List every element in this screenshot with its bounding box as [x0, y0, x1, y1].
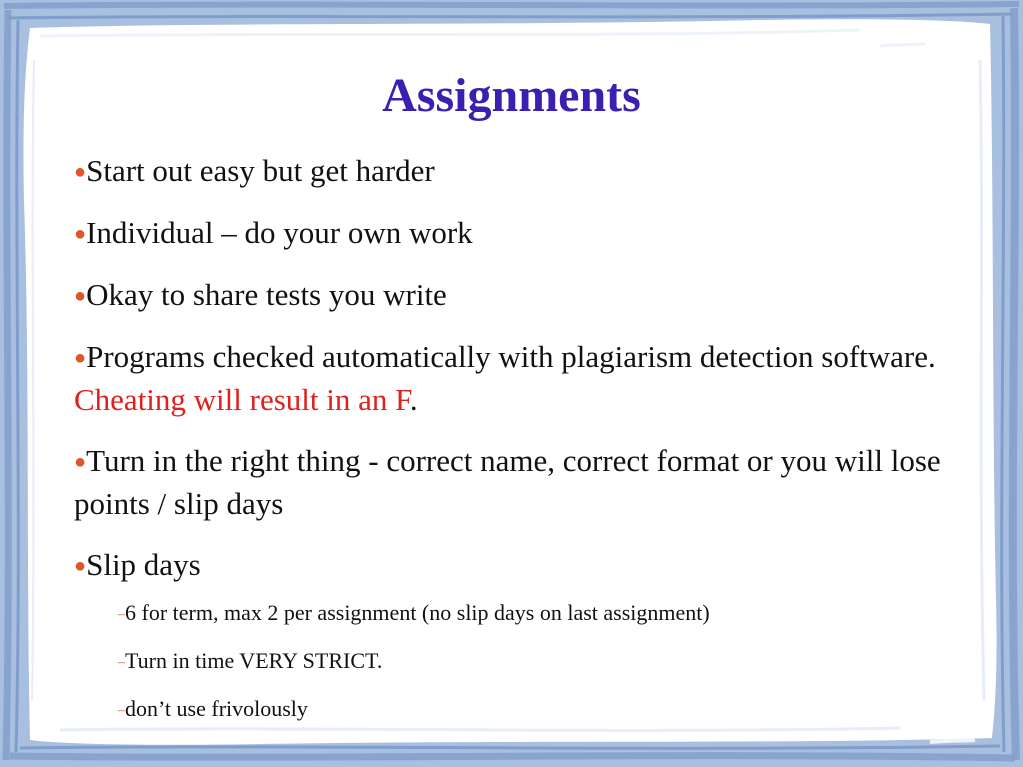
- sub-bullet-list: [74, 599, 964, 725]
- bullet-text: Individual – do your own work: [86, 215, 473, 250]
- sub-bullet-text: don’t use frivolously: [125, 696, 308, 721]
- sub-bullet-item-strict: [118, 647, 964, 677]
- bullet-dot-icon: ●: [74, 555, 87, 577]
- dash-icon: –: [118, 703, 125, 718]
- bullet-dot-icon: ●: [74, 451, 87, 473]
- cheating-warning-text: Cheating will result in an F: [74, 382, 410, 417]
- bullet-list: [74, 150, 964, 744]
- bullet-text: Start out easy but get harder: [86, 153, 435, 188]
- sub-bullet-item-term-limit: [118, 599, 964, 629]
- bullet-item-turn-in: [74, 440, 964, 525]
- bullet-item-plagiarism: [74, 336, 964, 421]
- bullet-item-difficulty: [74, 150, 964, 193]
- sub-bullet-text: 6 for term, max 2 per assignment (no slip days on last assignment): [125, 600, 710, 625]
- bullet-dot-icon: ●: [74, 347, 87, 369]
- slide-title: Assignments: [382, 69, 641, 122]
- bullet-text-end: .: [409, 382, 418, 417]
- bullet-text: Slip days: [86, 547, 201, 582]
- sub-bullet-text: Turn in time VERY STRICT.: [125, 648, 383, 673]
- dash-icon: –: [118, 607, 125, 622]
- bullet-text: Okay to share tests you write: [86, 277, 447, 312]
- bullet-item-share-tests: [74, 274, 964, 317]
- bullet-text: Turn in the right thing - correct name, correct format or you will lose points / slip days: [74, 443, 941, 521]
- bullet-dot-icon: ●: [74, 285, 87, 307]
- bullet-dot-icon: ●: [74, 223, 87, 245]
- bullet-dot-icon: ●: [74, 161, 87, 183]
- dash-icon: –: [118, 655, 125, 670]
- bullet-item-slip-days: [74, 544, 964, 725]
- bullet-text: Programs checked automatically with plagiarism detection software.: [86, 339, 936, 374]
- bullet-item-individual: [74, 212, 964, 255]
- sub-bullet-item-frivolous: [118, 695, 964, 725]
